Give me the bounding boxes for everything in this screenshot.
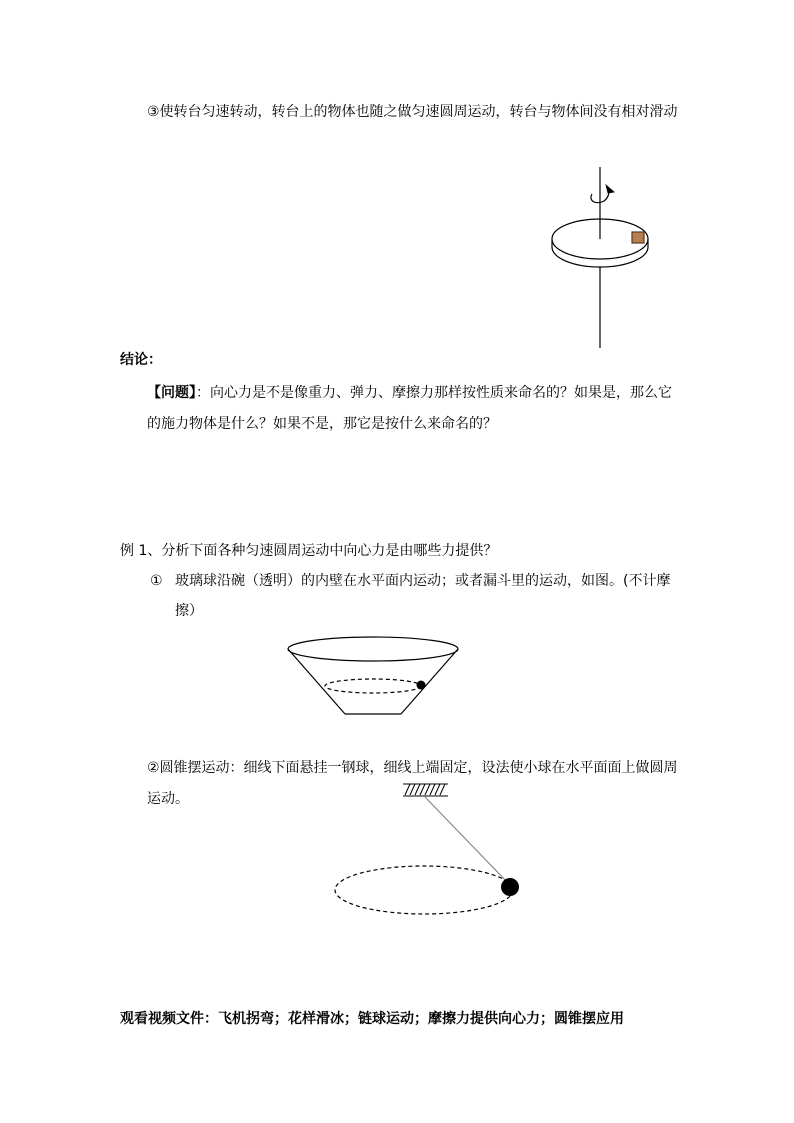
pendulum-string [425,797,509,884]
ceiling-support [403,784,448,796]
item2-line2: 运动。 [147,791,189,807]
item1-line2: 擦） [175,603,203,619]
conical-pendulum-figure [333,780,523,920]
block-object [632,232,644,243]
item1-line1: 玻璃球沿碗（透明）的内壁在水平面内运动；或者漏斗里的运动，如图。(不计摩 [175,573,671,589]
bowl-figure [285,635,465,720]
question-line1 [147,383,672,403]
pendulum-orbit [335,866,513,914]
question-tag: 【问题】 [147,385,196,401]
steel-ball [501,878,519,896]
question-text-1: ：向心力是不是像重力、弹力、摩擦力那样按性质来命名的？如果是，那么它 [196,385,672,401]
turntable-figure [548,165,678,350]
ball-path [325,679,421,693]
example1-title: 例 1、分析下面各种匀速圆周运动中向心力是由哪些力提供？ [120,543,498,559]
item1-number: ① [150,573,163,589]
conclusion-label: 结论： [120,352,162,368]
item2-line1: ②圆锥摆运动：细线下面悬挂一钢球，细线上端固定，设法使小球在水平面面上做圆周 [147,760,678,776]
bowl-rim [288,637,458,661]
step3-text: ③使转台匀速转动，转台上的物体也随之做匀速圆周运动，转台与物体间没有相对滑动 [147,104,678,120]
video-list-text: 观看视频文件：飞机拐弯；花样滑冰；链球运动；摩擦力提供向心力；圆锥摆应用 [120,1011,624,1027]
question-line2: 的施力物体是什么？如果不是，那它是按什么来命名的？ [147,416,497,432]
glass-ball [417,681,426,690]
